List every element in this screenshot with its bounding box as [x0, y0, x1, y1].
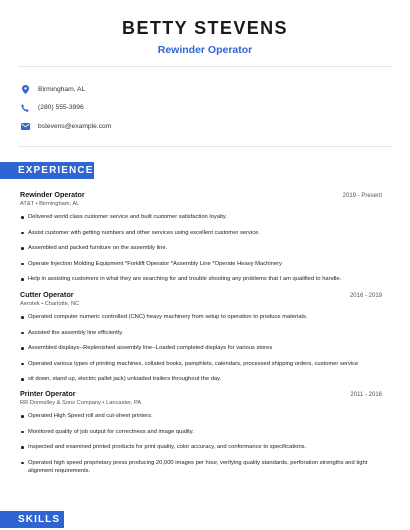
- bullet-item: Assembled and packed furniture on the assembly line.: [20, 244, 382, 253]
- contact-location: [20, 80, 111, 98]
- contact-block: [20, 80, 111, 136]
- bullet-item: Delivered world class customer service and built customer satisfaction loyalty.: [20, 213, 382, 222]
- bullet-item: Assisted the assembly line efficiently.: [20, 329, 382, 338]
- bullet-item: Operated various types of printing machines, collated books, pamphlets, calendars, processed shipping orders, customer service: [20, 360, 382, 369]
- email-text: bstevens@example.com: [38, 122, 112, 130]
- bullet-item: Monitored quality of job output for correctness and image quality.: [20, 428, 382, 437]
- contact-phone: [20, 99, 111, 117]
- bullet-item: Operated High Speed roll and cut-sheet printers.: [20, 412, 382, 421]
- job-bullets: [20, 412, 382, 476]
- job-role: Rewinder Operator: [20, 190, 85, 199]
- candidate-title: Rewinder Operator: [157, 44, 253, 56]
- mail-icon: [20, 121, 30, 131]
- bullet-item: Operated computer numeric controlled (CNC) heavy machinery from setup to operation to produce materials.: [20, 313, 382, 322]
- phone-text: (280) 555-3996: [38, 104, 84, 111]
- bullet-item: Inspected and examined printed products for print quality, color accuracy, and conformance to specifications.: [20, 443, 382, 452]
- job-dates: 2019 - Present: [342, 193, 382, 199]
- bullet-item: Assist customer with getting numbers and other services using excellent customer service.: [20, 229, 382, 238]
- contact-divider: [18, 146, 392, 147]
- bullet-item: Help in assisting customers in what they are searching for and trouble shooting any problems that I am qualified to handle.: [20, 275, 382, 284]
- resume-header: [0, 18, 410, 56]
- bullet-item: sit down, stand up, electric pallet jack) unloaded trailers throughout the day.: [20, 375, 382, 384]
- job-dates: 2016 - 2019: [349, 293, 382, 299]
- job-entry: [20, 190, 382, 291]
- job-organization: Aerotek • Charlotte, NC: [20, 301, 80, 307]
- job-role: Printer Operator: [20, 389, 76, 398]
- job-organization: RR Donnelley & Sons Company • Lancaster, PA: [20, 400, 142, 406]
- location-text: Birmingham, AL: [38, 85, 86, 93]
- job-entry: [20, 389, 382, 483]
- candidate-name: BETTY STEVENS: [122, 18, 288, 38]
- job-organization: AT&T • Birmingham, AL: [20, 201, 80, 207]
- location-pin-icon: [20, 84, 30, 94]
- phone-icon: [20, 103, 30, 113]
- job-role: Cutter Operator: [20, 290, 74, 299]
- job-dates: 2011 - 2016: [350, 392, 382, 398]
- contact-email: [20, 117, 111, 135]
- experience-heading: EXPERIENCE: [0, 162, 94, 179]
- bullet-item: Assembled displays--Replenished assembly line--Loaded completed displays for various stores: [20, 344, 382, 353]
- skills-heading: SKILLS: [0, 511, 64, 528]
- header-divider: [18, 66, 392, 67]
- bullet-item: Operated high speed proprietary press producing 20,000 images per hour, verifying quality standards, perforation strengths and tight alignment requirements.: [20, 459, 382, 476]
- job-bullets: [20, 313, 382, 384]
- job-bullets: [20, 213, 382, 284]
- job-entry: [20, 290, 382, 391]
- bullet-item: Operate Injection Molding Equipment *Forklift Operator *Assembly Line *Operate Heavy Machinery: [20, 260, 382, 269]
